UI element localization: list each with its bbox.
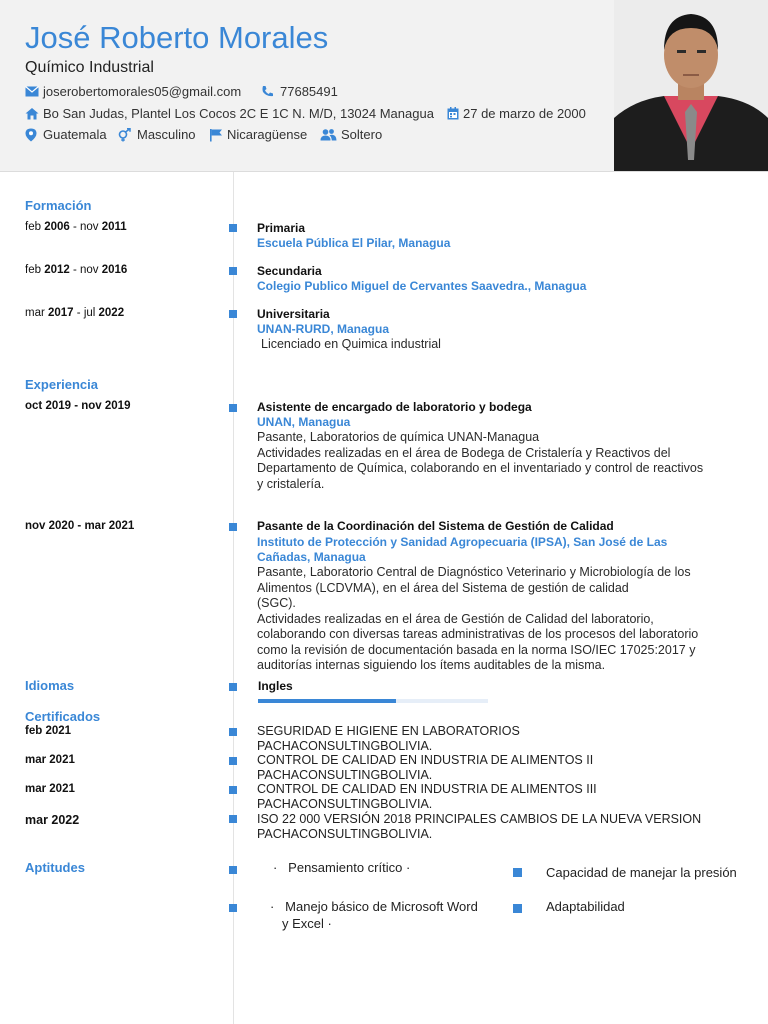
education-title: Secundaria [257,264,322,278]
home-icon [25,107,39,120]
skill-marker [513,868,522,877]
experience-line: Actividades realizadas en el área de Bodega de Cristalería y Reactivos del [257,445,671,460]
experience-title: Pasante de la Coordinación del Sistema de Gestión de Calidad [257,519,614,533]
calendar-icon [447,107,459,120]
language-name: Ingles [258,679,293,693]
timeline-marker [229,267,237,275]
language-level-fill [258,699,396,703]
experience-org: Instituto de Protección y Sanidad Agropecuaria (IPSA), San José de Las [257,535,668,549]
experience-line: Departamento de Química, colaborando en el inventariado y control de reactivos [257,461,704,475]
timeline-marker [229,523,237,531]
certificate-issuer: PACHACONSULTINGBOLIVIA. [257,797,433,811]
experience-line: Actividades realizadas en el área de Gestión de Calidad del laboratorio, [257,611,654,626]
timeline-line [233,172,234,1024]
country-text: Guatemala [43,127,107,142]
certificate-date: feb 2021 [25,725,72,737]
certificate-issuer: PACHACONSULTINGBOLIVIA. [257,739,433,753]
nationality-text: Nicaragüense [227,127,308,142]
experience-line: auditorías internas siguiendo los ítems auditables de la misma. [257,658,606,672]
timeline-marker [229,224,237,232]
certificate-title: CONTROL DE CALIDAD EN INDUSTRIA DE ALIMENTOS II [257,753,594,767]
flag-icon [209,128,223,142]
education-school: Colegio Publico Miguel de Cervantes Saavedra., Managua [257,279,587,293]
certificate-title: SEGURIDAD E HIGIENE EN LABORATORIOS [257,724,520,738]
education-title: Universitaria [257,307,330,321]
timeline-marker [229,815,237,823]
experience-org: Cañadas, Managua [257,550,366,564]
birthdate-row [447,106,586,121]
experience-title: Asistente de encargado de laboratorio y bodega [257,400,532,414]
language-level-bar [258,699,488,703]
certificate-title: ISO 22 000 VERSIÓN 2018 PRINCIPALES CAMBIOS DE LA NUEVA VERSION [257,812,702,826]
certificate-date: mar 2021 [25,754,75,766]
certificate-title: CONTROL DE CALIDAD EN INDUSTRIA DE ALIMENTOS III [257,782,597,796]
timeline-marker [229,786,237,794]
gender-text: Masculino [137,127,196,142]
education-note: Licenciado en Quimica industrial [261,337,441,351]
users-icon [320,128,337,141]
certificate-issuer: PACHACONSULTINGBOLIVIA. [257,768,433,782]
experience-line: Pasante, Laboratorios de química UNAN-Managua [257,430,540,444]
nationality-row [209,127,307,142]
education-title: Primaria [257,221,306,235]
skill-item: y Excel · [282,916,332,931]
portrait-image [614,0,768,171]
skill-item: Adaptabilidad [546,899,625,914]
phone-icon [261,85,274,98]
education-school: Escuela Pública El Pilar, Managua [257,236,451,250]
email-text[interactable]: joserobertomorales05@gmail.com [43,84,242,99]
skill-item: Capacidad de manejar la presión [546,865,737,880]
birthdate-text: 27 de marzo de 2000 [463,106,586,121]
gender-icon [117,128,133,142]
timeline-marker [229,904,237,912]
marital-text: Soltero [341,127,383,142]
timeline-marker [229,866,237,874]
full-name: José Roberto Morales [25,20,329,55]
timeline-marker [229,310,237,318]
marital-row [320,127,382,142]
timeline-marker [229,404,237,412]
phone-row [261,84,338,99]
location-pin-icon [25,128,37,142]
certificate-issuer: PACHACONSULTINGBOLIVIA. [257,827,433,841]
timeline-marker [229,683,237,691]
address-text: Bo San Judas, Plantel Los Cocos 2C E 1C N. M/D, 13024 Managua [43,106,434,121]
header-divider [0,171,768,172]
section-idiomas: Idiomas [25,678,75,693]
experience-org: UNAN, Managua [257,415,351,429]
experience-line: como la revisión de documentación basada en la norma ISO/IEC 17025:2017 y [257,642,696,657]
skill-item: · Pensamiento crítico · [273,860,411,875]
email-row [25,84,241,99]
experience-line: Pasante, Laboratorio Central de Diagnóstico Veterinario y Microbiología de los [257,565,691,579]
experience-date: oct 2019 - nov 2019 [25,400,131,412]
envelope-icon [25,86,39,97]
skill-item: · Manejo básico de Microsoft Word [270,899,478,914]
certificate-date: mar 2022 [25,813,80,827]
experience-line: Alimentos (LCDVMA), en el área del Sistema de gestión de calidad [257,580,629,595]
education-date: feb 2006 - nov 2011 [25,221,127,233]
section-aptitudes: Aptitudes [25,860,85,875]
experience-line: (SGC). [257,596,296,610]
section-formacion: Formación [25,198,92,213]
experience-line: y cristalería. [257,476,325,491]
experience-date: nov 2020 - mar 2021 [25,520,135,532]
country-row [25,127,107,142]
phone-text[interactable]: 77685491 [280,84,338,99]
job-title: Químico Industrial [25,59,154,76]
education-date: feb 2012 - nov 2016 [25,264,128,276]
certificate-date: mar 2021 [25,783,75,795]
gender-row [117,127,196,142]
education-date: mar 2017 - jul 2022 [25,307,125,319]
profile-photo [614,0,768,171]
address-row [25,106,434,121]
timeline-marker [229,728,237,736]
timeline-marker [229,757,237,765]
section-experiencia: Experiencia [25,377,98,392]
section-certificados: Certificados [25,709,101,724]
experience-line: colaborando con diversas tareas administrativas de los procesos del laboratorio [257,627,699,641]
skill-marker [513,904,522,913]
education-school: UNAN-RURD, Managua [257,322,389,336]
